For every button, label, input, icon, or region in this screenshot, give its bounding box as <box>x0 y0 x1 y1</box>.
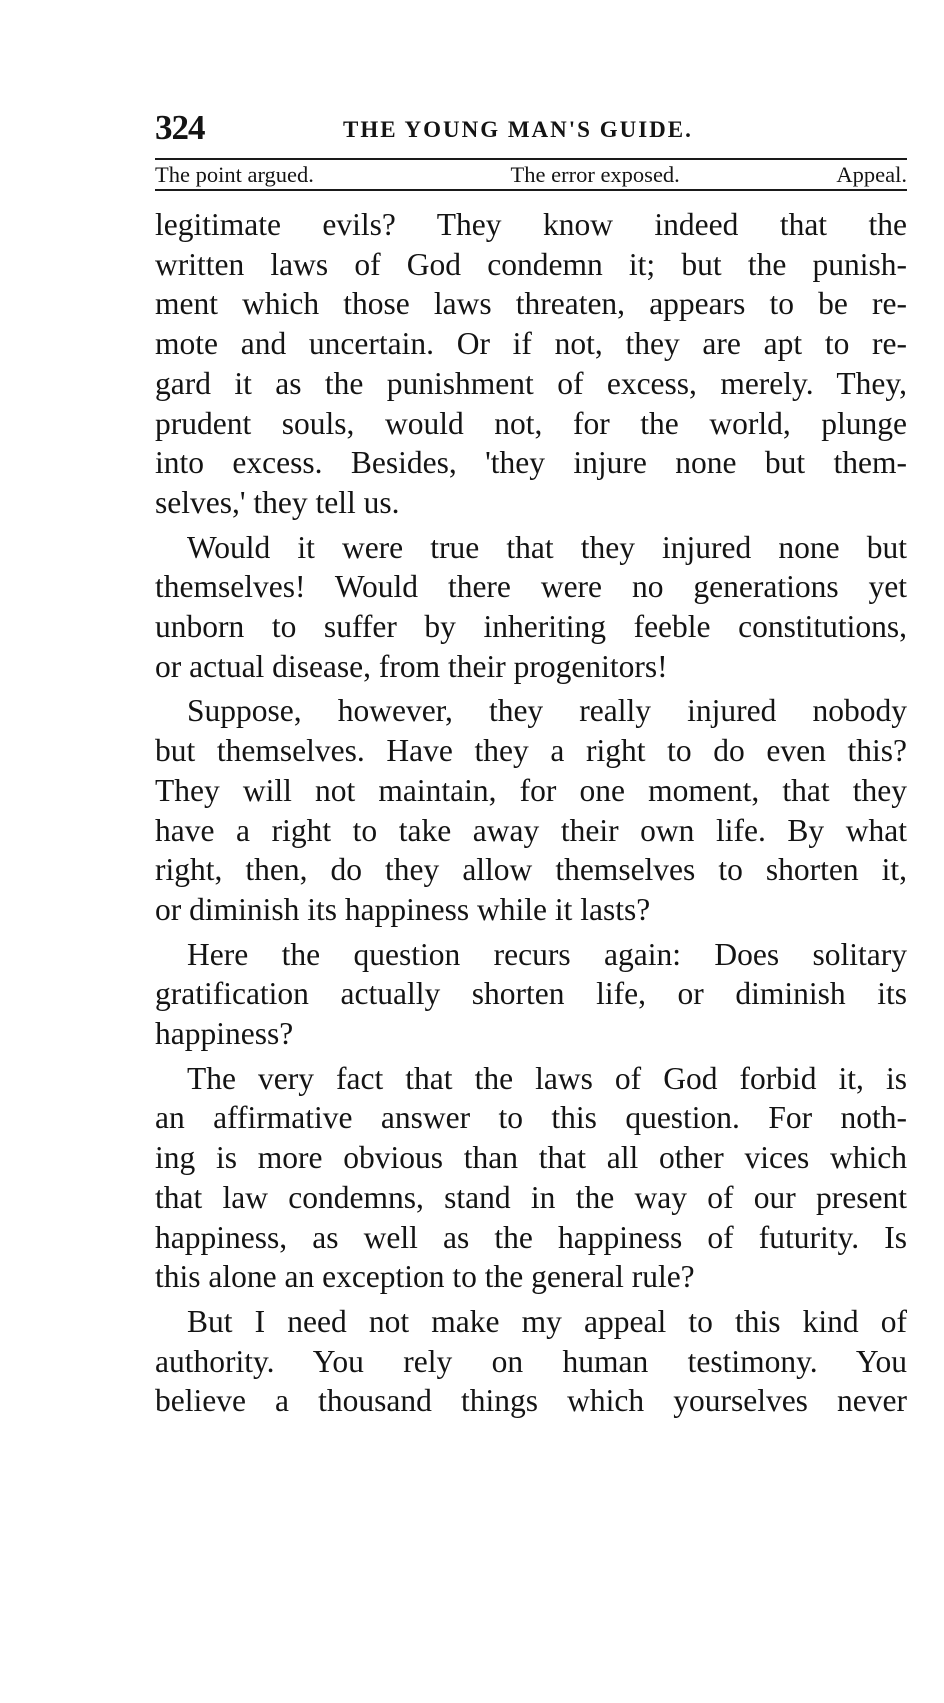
header-rule-bottom <box>155 189 907 191</box>
text-line: The very fact that the laws of God forbid it, is <box>187 1060 907 1096</box>
text-line: an affirmative answer to this question. For noth- <box>155 1100 907 1136</box>
text-line: themselves! Would there were no generations yet <box>155 569 907 605</box>
text-line: believe a thousand things which yourselves never <box>155 1383 907 1419</box>
text-line: right, then, do they allow themselves to shorten it, <box>155 852 907 888</box>
book-page <box>155 108 907 1426</box>
side-heading-point-argued: The point argued. <box>155 162 314 187</box>
text-line: ing is more obvious than that all other vices which <box>155 1140 907 1176</box>
text-line: ment which those laws threaten, appears to be re- <box>155 286 907 322</box>
text-line: gard it as the punishment of excess, merely. They, <box>155 365 907 401</box>
text-line: gratification actually shorten life, or diminish its <box>155 976 907 1012</box>
text-line: that law condemns, stand in the way of our present <box>155 1179 907 1215</box>
text-line: or actual disease, from their progenitors! <box>155 648 668 684</box>
text-line: or diminish its happiness while it lasts? <box>155 891 651 927</box>
text-line: unborn to suffer by inheriting feeble constitutions, <box>155 609 907 645</box>
text-line: have a right to take away their own life. By what <box>155 812 907 848</box>
text-line: happiness? <box>155 1016 294 1052</box>
text-line: this alone an exception to the general rule? <box>155 1259 695 1295</box>
paragraph <box>155 691 907 929</box>
text-line: They will not maintain, for one moment, that they <box>155 772 907 808</box>
text-line: But I need not make my appeal to this kind of <box>187 1303 907 1339</box>
text-line: selves,' they tell us. <box>155 484 400 520</box>
side-heading-appeal: Appeal. <box>836 162 907 187</box>
text-line: prudent souls, would not, for the world, plunge <box>155 405 907 441</box>
paragraph <box>155 1302 907 1421</box>
text-line: mote and uncertain. Or if not, they are apt to re- <box>155 326 907 362</box>
side-heading-error-exposed: The error exposed. <box>510 162 680 187</box>
text-line: Suppose, however, they really injured nobody <box>187 693 907 729</box>
text-line: Would it were true that they injured none but <box>187 529 907 565</box>
paragraph <box>155 528 907 687</box>
text-line: into excess. Besides, 'they injure none but them- <box>155 445 907 481</box>
text-line: legitimate evils? They know indeed that the <box>155 207 907 242</box>
side-headings <box>155 160 907 189</box>
text-line: but themselves. Have they a right to do even this? <box>155 733 907 769</box>
text-line: Here the question recurs again: Does solitary <box>187 936 907 972</box>
text-line: authority. You rely on human testimony. You <box>155 1343 907 1379</box>
page-number: 324 <box>155 108 205 147</box>
book-title: THE YOUNG MAN'S GUIDE. <box>343 117 693 142</box>
paragraph <box>155 1059 907 1297</box>
running-head <box>155 108 907 154</box>
text-line: happiness, as well as the happiness of futurity. Is <box>155 1219 907 1255</box>
paragraph <box>155 205 907 523</box>
paragraph <box>155 935 907 1054</box>
body-text <box>155 205 907 1421</box>
text-line: written laws of God condemn it; but the punish- <box>155 246 907 282</box>
